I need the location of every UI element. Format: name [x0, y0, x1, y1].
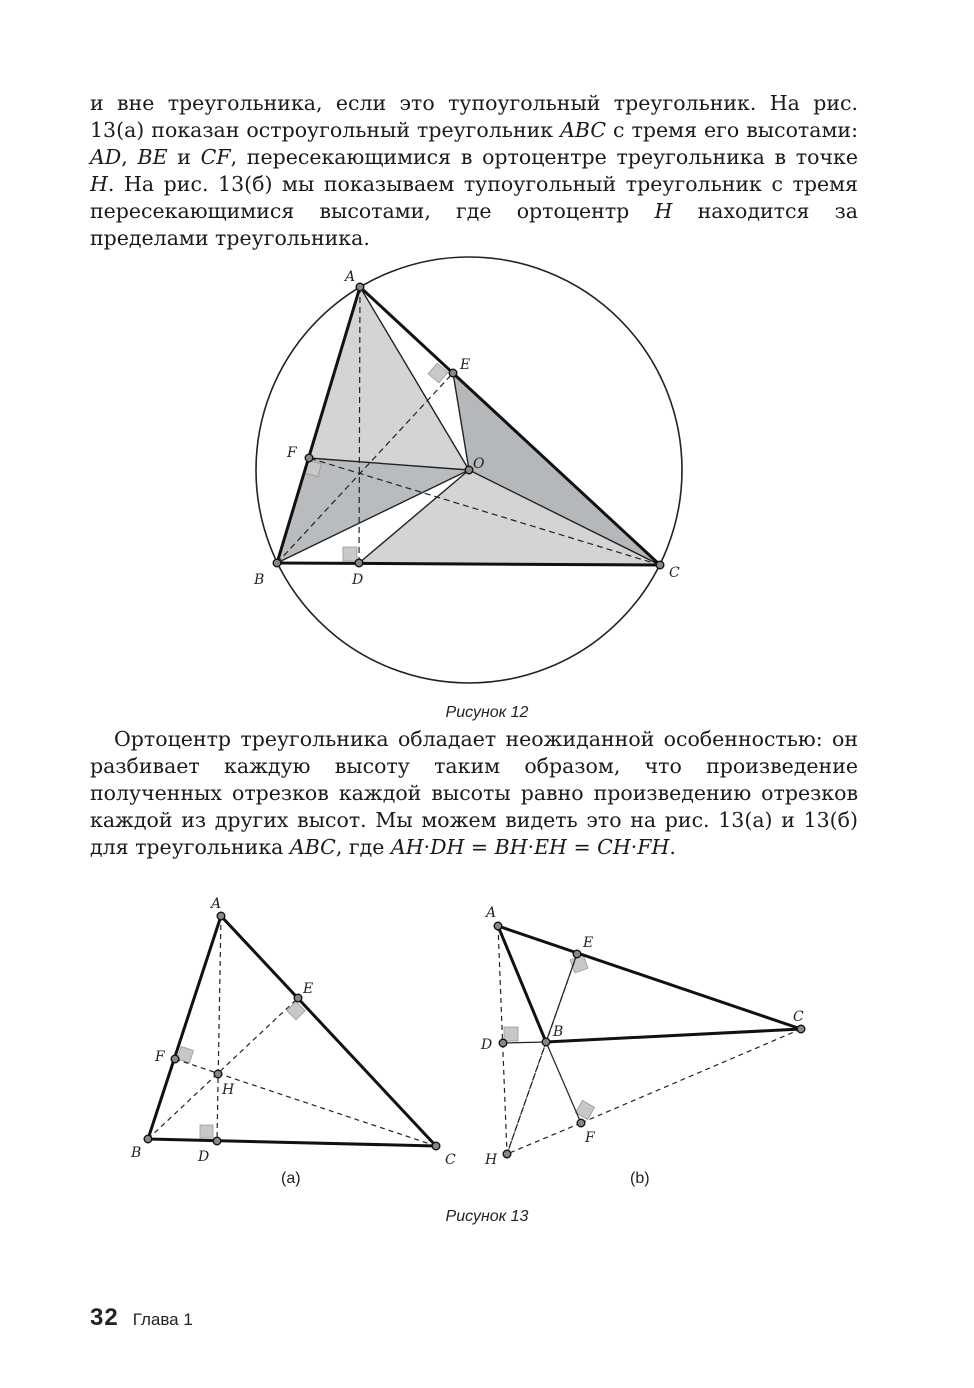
- side-b-c: [277, 563, 660, 565]
- math-ah-dh: AH·DH: [390, 835, 465, 859]
- text-segment: и вне треугольника, если это тупоугольный треугольник. На рис. 13(а) показан остроугольный треугольник: [90, 91, 858, 142]
- math-h: H: [654, 199, 673, 223]
- label-d: D: [352, 572, 364, 588]
- text-segment: ,: [121, 145, 138, 169]
- altitude-a-d: [217, 916, 221, 1141]
- label-c: C: [669, 565, 680, 581]
- label-h: H: [222, 1082, 235, 1098]
- chapter-title: Глава 1: [132, 1310, 193, 1329]
- math-ad: AD: [90, 145, 122, 169]
- math-abc: ABC: [560, 118, 607, 142]
- paragraph-1: [90, 90, 858, 252]
- figure-13a-caption: (a): [281, 1170, 301, 1187]
- extension-d-b: [503, 1042, 546, 1043]
- extension-c-f: [581, 1029, 801, 1123]
- math-bh-eh: BH·EH: [494, 835, 567, 859]
- point-c: [656, 561, 664, 569]
- text-segment: =: [566, 835, 598, 859]
- text-segment: , где: [335, 835, 391, 859]
- side-a-b: [498, 926, 546, 1042]
- side-a-c: [498, 926, 801, 1029]
- label-o: O: [473, 456, 485, 472]
- label-f: F: [287, 445, 297, 461]
- point-a: [494, 922, 502, 930]
- point-a: [217, 912, 225, 920]
- math-abc: ABC: [289, 835, 336, 859]
- point-e: [573, 950, 581, 958]
- point-b: [144, 1135, 152, 1143]
- label-e: E: [303, 981, 314, 997]
- right-angle-mark-d: [200, 1125, 213, 1138]
- label-b: B: [553, 1024, 564, 1040]
- math-ch-fh: CH·FH: [597, 835, 670, 859]
- figure-13b-caption: (b): [630, 1170, 650, 1187]
- label-a: A: [345, 269, 356, 285]
- point-e: [449, 369, 457, 377]
- text-segment: Ортоцентр треугольника обладает неожиданной особенностью: он разбивает каждую высоту таким образом, что произведение полученных отрезков каждой высоты равно произведению отрезков каждой из других высот. Мы можем видеть это на рис. 13(а) и 13(б) для треугольника: [90, 727, 858, 859]
- side-a-b: [148, 916, 221, 1139]
- label-c: C: [793, 1009, 804, 1025]
- point-o: [465, 466, 473, 474]
- point-a: [356, 283, 364, 291]
- math-be: BE: [137, 145, 168, 169]
- text-segment: находится за пределами треугольника.: [90, 199, 858, 250]
- label-h: H: [485, 1152, 498, 1168]
- label-b: B: [131, 1145, 142, 1161]
- extension-f-h: [507, 1123, 581, 1154]
- side-a-c: [221, 916, 436, 1146]
- point-b: [542, 1038, 550, 1046]
- paragraph-2: [90, 726, 858, 861]
- point-d: [355, 559, 363, 567]
- label-e: E: [583, 935, 594, 951]
- text-segment: =: [464, 835, 495, 859]
- text-segment: , пересекающимися в ортоцентре треугольника в точке: [230, 145, 858, 169]
- point-f: [305, 454, 313, 462]
- label-c: C: [445, 1152, 456, 1168]
- figure-13a-diagram: [120, 890, 470, 1180]
- math-cf: CF: [200, 145, 231, 169]
- point-h: [503, 1150, 511, 1158]
- label-a: A: [486, 905, 497, 921]
- text-segment: с тремя его высотами:: [606, 118, 859, 142]
- label-d: D: [198, 1149, 210, 1165]
- point-h: [214, 1070, 222, 1078]
- side-b-c: [546, 1029, 801, 1042]
- page-footer: [90, 1304, 193, 1332]
- point-c: [797, 1025, 805, 1033]
- label-d: D: [481, 1037, 493, 1053]
- label-f: F: [155, 1049, 165, 1065]
- right-angle-mark-d: [504, 1027, 518, 1041]
- label-b: B: [254, 572, 265, 588]
- point-f: [171, 1055, 179, 1063]
- figure-13b-diagram: [470, 895, 820, 1175]
- page-number: 32: [90, 1304, 119, 1331]
- figure-13-caption: Рисунок 13: [445, 1208, 529, 1225]
- point-f: [577, 1119, 585, 1127]
- figure-12-diagram: [240, 250, 700, 700]
- label-f: F: [585, 1130, 595, 1146]
- text-segment: . На рис. 13(б) мы показываем тупоугольный треугольник с тремя пересекающимися высотами, где ортоцентр: [90, 172, 858, 223]
- point-d: [213, 1137, 221, 1145]
- point-e: [294, 994, 302, 1002]
- altitude-b-f: [546, 1042, 581, 1123]
- figure-12-caption: Рисунок 12: [445, 704, 529, 721]
- point-b: [273, 559, 281, 567]
- label-a: A: [211, 896, 222, 912]
- text-segment: и: [167, 145, 201, 169]
- math-h: H: [90, 172, 108, 196]
- right-angle-mark-d: [343, 547, 357, 561]
- text-segment: .: [669, 835, 676, 859]
- point-c: [432, 1142, 440, 1150]
- side-b-c: [148, 1139, 436, 1146]
- point-d: [499, 1039, 507, 1047]
- label-e: E: [460, 357, 471, 373]
